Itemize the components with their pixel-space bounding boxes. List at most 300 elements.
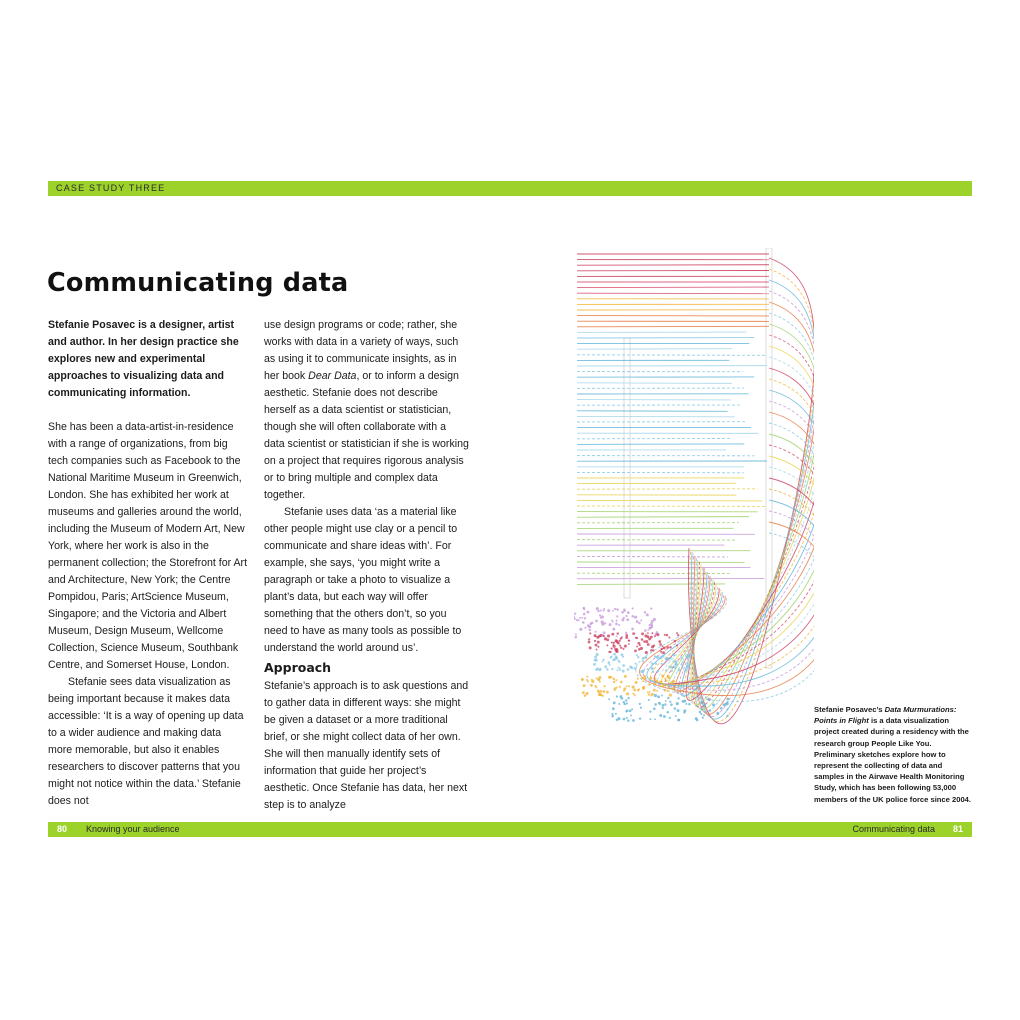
data-dot bbox=[595, 620, 598, 623]
drawn-line bbox=[577, 287, 769, 288]
data-dot bbox=[619, 686, 621, 688]
data-dot bbox=[629, 709, 632, 712]
data-dot bbox=[664, 634, 666, 636]
body-paragraph: Stefanie sees data visualization as being important because it makes data accessible: ‘It is a way of opening up data to a wider audience and making data more memorable, but also it enables researchers to discover patterns that you might not notice within the data.’ Stefanie does not bbox=[48, 676, 244, 807]
data-dot bbox=[625, 634, 628, 637]
data-dot bbox=[669, 646, 671, 648]
data-dot bbox=[669, 694, 672, 697]
text-run: , or to inform a design aesthetic. Stefanie does not describe herself as a data scientist or statistician, though she will often collaborate with a data scientist or statistician if she is working on a project that requires rigorous analysis or to bring multiple and complex data together. bbox=[264, 370, 469, 501]
data-dot bbox=[625, 632, 627, 634]
data-dot bbox=[656, 690, 658, 692]
data-dot bbox=[635, 663, 637, 665]
data-dot bbox=[675, 660, 678, 663]
data-dot bbox=[579, 628, 582, 631]
data-dot bbox=[611, 655, 613, 657]
data-dot bbox=[606, 691, 609, 694]
data-dot bbox=[623, 689, 625, 691]
data-dot bbox=[662, 651, 665, 654]
data-dot bbox=[587, 611, 590, 614]
data-dot bbox=[616, 695, 618, 697]
data-dot bbox=[650, 607, 652, 609]
data-dot bbox=[634, 694, 636, 696]
data-dot bbox=[591, 622, 594, 625]
data-dot bbox=[611, 668, 613, 670]
data-dot bbox=[594, 685, 596, 687]
data-dot bbox=[665, 680, 667, 682]
data-dot bbox=[649, 624, 651, 626]
data-dot bbox=[702, 701, 704, 703]
data-dot bbox=[611, 648, 613, 650]
data-dot bbox=[667, 697, 669, 699]
data-dot bbox=[597, 641, 600, 644]
data-dot bbox=[665, 669, 667, 671]
data-dot bbox=[656, 670, 659, 673]
data-dot bbox=[673, 660, 676, 663]
data-dot bbox=[594, 634, 597, 637]
data-dot bbox=[630, 715, 632, 717]
data-dot bbox=[626, 717, 628, 719]
data-dot bbox=[659, 656, 662, 659]
data-dot bbox=[668, 665, 670, 667]
data-dot bbox=[659, 685, 661, 687]
data-dot bbox=[677, 709, 680, 712]
data-dot bbox=[619, 695, 622, 698]
data-dot bbox=[661, 675, 664, 678]
data-dot bbox=[635, 681, 638, 684]
body-paragraph: Stefanie’s approach is to ask questions and to gather data in different ways: she might be given a dataset or a more traditional brief, or she might collect data of her own. She will then manually identify sets of information that guide her project’s aesthetic. Once Stefanie has data, her next step is to analyze bbox=[264, 680, 469, 811]
data-dot bbox=[623, 617, 625, 619]
data-dot bbox=[631, 708, 633, 710]
data-dot bbox=[651, 662, 654, 665]
data-dot bbox=[651, 693, 654, 696]
data-dot bbox=[594, 659, 597, 662]
data-dot bbox=[688, 703, 691, 706]
data-dot bbox=[596, 649, 598, 651]
data-dot bbox=[638, 648, 641, 651]
data-dot bbox=[611, 642, 613, 644]
data-dot bbox=[641, 677, 643, 679]
data-dot bbox=[616, 620, 618, 622]
data-dot bbox=[725, 703, 727, 705]
data-dot bbox=[615, 713, 617, 715]
data-dot bbox=[589, 632, 591, 634]
data-dot bbox=[640, 707, 642, 709]
data-dot bbox=[660, 651, 662, 653]
data-dot bbox=[597, 678, 600, 681]
data-dot bbox=[627, 611, 630, 614]
data-dot bbox=[670, 703, 673, 706]
data-dot bbox=[649, 710, 651, 712]
data-dot bbox=[654, 655, 656, 657]
data-dot bbox=[692, 653, 694, 655]
data-dot bbox=[669, 657, 672, 660]
data-dot bbox=[627, 719, 629, 721]
data-dot bbox=[659, 681, 662, 684]
data-dot bbox=[637, 656, 639, 658]
drawn-line bbox=[577, 383, 732, 384]
data-dot bbox=[673, 666, 676, 669]
data-dot bbox=[612, 644, 614, 646]
data-dot bbox=[602, 661, 604, 663]
data-dot bbox=[596, 653, 599, 656]
data-dot bbox=[611, 633, 614, 636]
approach-heading: Approach bbox=[264, 660, 332, 675]
data-dot bbox=[673, 654, 675, 656]
data-dot bbox=[649, 691, 651, 693]
data-dot bbox=[589, 629, 591, 631]
data-dot bbox=[632, 719, 635, 722]
data-dot bbox=[677, 719, 680, 722]
data-dot bbox=[720, 707, 723, 710]
data-dot bbox=[670, 681, 673, 684]
data-dot bbox=[664, 689, 667, 692]
data-dot bbox=[640, 619, 642, 621]
data-dot bbox=[716, 712, 719, 715]
data-dot bbox=[595, 644, 598, 647]
data-dot bbox=[627, 697, 629, 699]
drawn-line bbox=[577, 349, 732, 350]
data-dot bbox=[676, 632, 678, 634]
data-dot bbox=[647, 668, 649, 670]
data-dot bbox=[674, 640, 677, 643]
data-dot bbox=[601, 620, 604, 623]
data-dot bbox=[651, 632, 653, 634]
data-dot bbox=[575, 633, 577, 635]
data-dot bbox=[669, 701, 671, 703]
data-dot bbox=[652, 649, 654, 651]
data-dot bbox=[614, 648, 617, 651]
data-dot bbox=[668, 659, 670, 661]
data-dot bbox=[612, 628, 615, 631]
data-dot bbox=[603, 631, 606, 634]
data-dot bbox=[594, 640, 596, 642]
data-murmurations-illustration bbox=[574, 248, 814, 748]
data-dot bbox=[602, 659, 604, 661]
data-dot bbox=[661, 663, 663, 665]
lead-paragraph: Stefanie Posavec is a designer, artist and author. In her design practice she explores new and experimental approaches to visualizing data and communicating information. bbox=[48, 319, 239, 399]
data-dot bbox=[591, 680, 594, 683]
data-dot bbox=[612, 659, 615, 662]
data-dot bbox=[642, 680, 644, 682]
data-dot bbox=[634, 667, 637, 670]
data-dot bbox=[653, 707, 656, 710]
data-dot bbox=[641, 638, 644, 641]
data-dot bbox=[601, 694, 603, 696]
data-dot bbox=[604, 685, 606, 687]
data-dot bbox=[658, 702, 661, 705]
data-dot bbox=[703, 714, 705, 716]
data-dot bbox=[664, 703, 666, 705]
data-dot bbox=[608, 651, 610, 653]
data-dot bbox=[608, 698, 610, 700]
data-dot bbox=[607, 609, 610, 612]
data-dot bbox=[659, 714, 662, 717]
data-dot bbox=[663, 683, 665, 685]
data-dot bbox=[676, 644, 678, 646]
text-run: use design programs or code; rather, she works with data in a variety of ways, such as using it to communicate insights, as in her book bbox=[264, 319, 459, 382]
data-dot bbox=[638, 688, 640, 690]
data-dot bbox=[620, 647, 622, 649]
data-dot bbox=[637, 678, 639, 680]
data-dot bbox=[628, 685, 630, 687]
data-dot bbox=[633, 689, 636, 692]
data-dot bbox=[637, 642, 640, 645]
data-dot bbox=[626, 685, 628, 687]
data-dot bbox=[651, 667, 654, 670]
data-dot bbox=[680, 657, 682, 659]
right-column bbox=[264, 317, 469, 814]
data-dot bbox=[617, 669, 619, 671]
data-dot bbox=[709, 709, 711, 711]
data-dot bbox=[598, 635, 600, 637]
data-dot bbox=[688, 663, 691, 666]
data-dot bbox=[628, 640, 630, 642]
data-dot bbox=[585, 692, 588, 695]
data-dot bbox=[651, 645, 654, 648]
data-dot bbox=[625, 615, 627, 617]
data-dot bbox=[650, 649, 652, 651]
footer-section-left: Knowing your audience bbox=[86, 824, 180, 834]
data-dot bbox=[632, 607, 634, 609]
footer-section-right: Communicating data bbox=[852, 824, 935, 834]
data-dot bbox=[687, 656, 689, 658]
data-dot bbox=[616, 615, 618, 617]
data-dot bbox=[636, 637, 638, 639]
data-dot bbox=[634, 649, 637, 652]
artwork-title: Data Murmurations: Points in Flight bbox=[814, 705, 957, 726]
data-dot bbox=[703, 703, 705, 705]
data-dot bbox=[577, 619, 579, 621]
data-dot bbox=[614, 608, 616, 610]
data-dot bbox=[647, 643, 650, 646]
data-dot bbox=[702, 717, 704, 719]
data-dot bbox=[643, 677, 646, 680]
data-dot bbox=[626, 702, 628, 704]
data-dot bbox=[619, 645, 621, 647]
data-dot bbox=[596, 607, 599, 610]
data-dot bbox=[587, 624, 590, 627]
data-dot bbox=[611, 715, 614, 718]
data-dot bbox=[674, 663, 677, 666]
data-dot bbox=[676, 702, 679, 705]
data-dot bbox=[626, 692, 629, 695]
data-dot bbox=[595, 631, 597, 633]
footer-bar bbox=[48, 822, 972, 837]
data-dot bbox=[601, 615, 604, 618]
header-bar bbox=[48, 181, 972, 196]
data-dot bbox=[624, 675, 627, 678]
body-paragraph: Stefanie uses data ‘as a material like other people might use clay or a pencil to communicate and share ideas with’. For example, she says, ‘you might write a paragraph or take a photo to visualize a plant’s data, but each way will offer something that the others don’t, so you need to have as many tools as possible to understand the world around us’. bbox=[264, 506, 462, 654]
drawn-line bbox=[577, 556, 728, 557]
data-dot bbox=[622, 648, 624, 650]
data-dot bbox=[634, 616, 637, 619]
data-dot bbox=[651, 620, 654, 623]
data-dot bbox=[589, 646, 592, 649]
data-dot bbox=[700, 713, 702, 715]
data-dot bbox=[627, 668, 630, 671]
data-dot bbox=[705, 696, 707, 698]
data-dot bbox=[632, 632, 635, 635]
body-paragraph: She has been a data-artist-in-residence with a range of organizations, from big tech companies such as Facebook to the National Maritime Museum in Greenwich, London. She has exhibited her work at museums and galleries around the world, including the Museum of Modern Art, New York, where her work is also in the permanent collection; the Storefront for Art and Architecture, New York; the Centre Pompidou, Paris; ArtScience Museum, Singapore; and the Victoria and Albert Museum, Design Museum, Wellcome Collection, Science Museum, Southbank Centre, and Somerset House, London. bbox=[48, 421, 248, 671]
data-dot bbox=[683, 709, 686, 712]
data-dot bbox=[582, 691, 585, 694]
data-dot bbox=[648, 699, 650, 701]
data-dot bbox=[613, 653, 616, 656]
figure-caption bbox=[814, 704, 974, 805]
data-dot bbox=[579, 617, 581, 619]
data-dot bbox=[612, 610, 614, 612]
data-dot bbox=[603, 635, 605, 637]
data-dot bbox=[582, 621, 584, 623]
book-title: Dear Data bbox=[308, 370, 357, 382]
data-dot bbox=[666, 646, 669, 649]
data-dot bbox=[648, 684, 650, 686]
data-dot bbox=[599, 668, 601, 670]
left-column bbox=[48, 317, 248, 810]
data-dot bbox=[609, 664, 611, 666]
data-dot bbox=[726, 698, 729, 701]
drawn-line bbox=[577, 500, 763, 501]
data-dot bbox=[597, 689, 599, 691]
text-run: is a data visualization project created during a residency with the research group People Like You. Preliminary sketches explore how to represent the collecting of data and samples in the Airwave Health Monitoring Study, which has been following 53,000 members of the UK police force since 2004. bbox=[814, 716, 971, 804]
data-dot bbox=[696, 719, 698, 721]
data-dot bbox=[616, 635, 618, 637]
data-dot bbox=[678, 669, 681, 672]
data-dot bbox=[620, 681, 623, 684]
data-dot bbox=[607, 634, 610, 637]
data-dot bbox=[615, 679, 617, 681]
data-dot bbox=[588, 641, 591, 644]
data-dot bbox=[603, 690, 606, 693]
data-dot bbox=[606, 644, 608, 646]
data-dot bbox=[659, 643, 662, 646]
data-dot bbox=[695, 705, 697, 707]
data-dot bbox=[667, 657, 669, 659]
data-dot bbox=[625, 710, 627, 712]
data-dot bbox=[618, 667, 620, 669]
data-dot bbox=[631, 628, 634, 631]
data-dot bbox=[661, 704, 664, 707]
page-number-right: 81 bbox=[952, 824, 963, 834]
data-dot bbox=[632, 686, 635, 689]
data-dot bbox=[649, 677, 652, 680]
data-dot bbox=[662, 707, 664, 709]
data-dot bbox=[647, 691, 649, 693]
data-dot bbox=[613, 701, 616, 704]
data-dot bbox=[636, 654, 638, 656]
data-dot bbox=[613, 642, 615, 644]
data-dot bbox=[608, 661, 611, 664]
data-dot bbox=[615, 622, 618, 625]
data-dot bbox=[656, 656, 659, 659]
data-dot bbox=[629, 665, 632, 668]
data-dot bbox=[639, 703, 641, 705]
data-dot bbox=[609, 623, 612, 626]
data-dot bbox=[619, 640, 621, 642]
data-dot bbox=[644, 629, 647, 632]
data-dot bbox=[622, 670, 625, 673]
data-dot bbox=[666, 634, 668, 636]
data-dot bbox=[726, 715, 728, 717]
data-dot bbox=[620, 638, 622, 640]
data-dot bbox=[654, 633, 656, 635]
data-dot bbox=[654, 718, 656, 720]
data-dot bbox=[603, 610, 605, 612]
data-dot bbox=[653, 683, 656, 686]
data-dot bbox=[682, 661, 684, 663]
data-dot bbox=[622, 664, 625, 667]
data-dot bbox=[656, 633, 659, 636]
data-dot bbox=[645, 640, 648, 643]
data-dot bbox=[590, 684, 593, 687]
data-dot bbox=[663, 715, 666, 718]
data-dot bbox=[677, 697, 679, 699]
data-dot bbox=[597, 610, 599, 612]
data-dot bbox=[638, 622, 640, 624]
data-dot bbox=[683, 700, 686, 703]
data-dot bbox=[655, 680, 658, 683]
data-dot bbox=[661, 694, 663, 696]
data-dot bbox=[636, 646, 638, 648]
data-dot bbox=[586, 679, 588, 681]
data-dot bbox=[653, 689, 656, 692]
data-dot bbox=[606, 668, 609, 671]
data-dot bbox=[599, 681, 601, 683]
data-dot bbox=[712, 703, 715, 706]
data-dot bbox=[646, 635, 649, 638]
data-dot bbox=[588, 638, 590, 640]
data-dot bbox=[654, 703, 657, 706]
sweeping-arc bbox=[681, 390, 814, 696]
page-title: Communicating data bbox=[47, 268, 349, 298]
data-dot bbox=[644, 656, 647, 659]
data-dot bbox=[724, 704, 726, 706]
data-dot bbox=[674, 707, 677, 710]
data-dot bbox=[699, 711, 702, 714]
drawn-line bbox=[577, 411, 728, 412]
data-dot bbox=[584, 627, 586, 629]
data-dot bbox=[642, 686, 645, 689]
data-dot bbox=[584, 617, 586, 619]
data-dot bbox=[726, 708, 728, 710]
data-dot bbox=[581, 679, 583, 681]
data-dot bbox=[665, 700, 667, 702]
data-dot bbox=[613, 681, 615, 683]
data-dot bbox=[650, 625, 653, 628]
data-dot bbox=[623, 718, 626, 721]
data-dot bbox=[663, 647, 666, 650]
data-dot bbox=[664, 678, 666, 680]
drawn-line bbox=[577, 326, 769, 327]
data-dot bbox=[675, 715, 677, 717]
data-dot bbox=[611, 713, 613, 715]
data-dot bbox=[663, 663, 665, 665]
data-dot bbox=[672, 687, 674, 689]
data-dot bbox=[657, 695, 660, 698]
data-dot bbox=[667, 711, 670, 714]
data-dot bbox=[677, 634, 679, 636]
data-dot bbox=[642, 670, 645, 673]
data-dot bbox=[668, 637, 670, 639]
page-number-left: 80 bbox=[57, 824, 68, 834]
data-dot bbox=[625, 699, 627, 701]
data-dot bbox=[647, 629, 649, 631]
data-dot bbox=[623, 701, 626, 704]
data-dot bbox=[671, 669, 673, 671]
data-dot bbox=[654, 694, 657, 697]
data-dot bbox=[615, 655, 618, 658]
data-dot bbox=[615, 640, 618, 643]
